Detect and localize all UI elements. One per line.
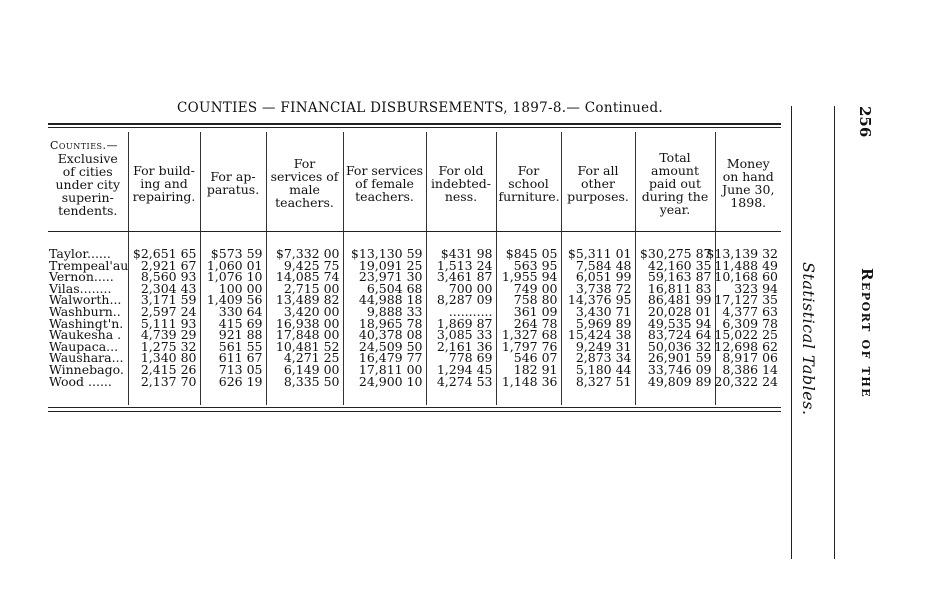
amount-cell xyxy=(426,373,496,389)
amount-value: 611 67 xyxy=(218,350,263,366)
amount-value: 5,111 93 xyxy=(140,315,197,331)
amount-value: 1,294 45 xyxy=(436,361,493,377)
amount-value: 8,386 14 xyxy=(722,361,778,377)
amount-value: 18,965 78 xyxy=(358,315,423,331)
table-bottom-rule-thin xyxy=(48,411,781,412)
amount-value: 42,160 35 xyxy=(647,257,712,273)
amount-value: $573 59 xyxy=(210,246,263,261)
county-name: Vernon..... xyxy=(49,269,114,285)
amount-value: 20,028 01 xyxy=(647,303,712,319)
amount-value: 2,597 24 xyxy=(140,303,197,319)
amount-cell xyxy=(561,373,635,389)
amount-value: 17,811 00 xyxy=(358,361,423,377)
amount-value: 2,715 00 xyxy=(283,280,340,296)
amount-value: 44,988 18 xyxy=(358,292,423,308)
margin-rule-right xyxy=(834,106,835,559)
amount-cell xyxy=(496,373,561,389)
amount-value: 1,797 76 xyxy=(501,338,558,354)
county-name: Waupaca... xyxy=(49,338,119,354)
amount-value: 2,873 34 xyxy=(575,350,632,366)
amount-value: 415 69 xyxy=(218,315,263,331)
amount-value: 9,249 31 xyxy=(575,338,632,354)
spacer-cell xyxy=(128,387,200,405)
amount-value: 100 00 xyxy=(218,280,263,296)
column-header xyxy=(343,132,426,234)
header-counties xyxy=(48,132,128,234)
county-name: Vilas........ xyxy=(49,280,112,296)
header-text: For all other purposes. xyxy=(567,162,629,204)
county-name: Washingt'n. xyxy=(49,315,124,331)
amount-value: 626 19 xyxy=(218,373,263,389)
county-name: Walworth... xyxy=(49,292,122,308)
amount-value: 16,938 00 xyxy=(275,315,340,331)
column-header xyxy=(715,132,781,234)
amount-value: 182 91 xyxy=(513,361,558,377)
amount-value: 561 55 xyxy=(218,338,263,354)
amount-value: 24,900 10 xyxy=(358,373,423,389)
amount-value: 5,969 89 xyxy=(575,315,632,331)
header-bottom-rule xyxy=(48,231,781,232)
amount-value: 17,848 00 xyxy=(275,327,340,343)
amount-value: 749 00 xyxy=(513,280,558,296)
amount-value: 713 05 xyxy=(218,361,263,377)
amount-value: 15,424 38 xyxy=(567,327,632,343)
column-header xyxy=(496,132,561,234)
amount-value: 10,168 60 xyxy=(714,269,778,285)
header-top-rule-thin xyxy=(48,127,781,128)
amount-value: 6,504 68 xyxy=(366,280,423,296)
amount-cell xyxy=(635,373,715,389)
county-name: Wood ...... xyxy=(49,373,112,389)
header-top-rule xyxy=(48,123,781,125)
column-header xyxy=(635,132,715,234)
amount-value: 2,137 70 xyxy=(140,373,197,389)
spacer-cell xyxy=(496,387,561,405)
amount-value: 264 78 xyxy=(513,315,558,331)
amount-value: ........... xyxy=(448,303,493,319)
amount-value: 8,327 51 xyxy=(575,373,632,389)
amount-value: 49,535 94 xyxy=(647,315,712,331)
page-title: COUNTIES — FINANCIAL DISBURSEMENTS, 1897-8.— Continued. xyxy=(177,100,663,116)
amount-value: 11,488 49 xyxy=(714,257,778,273)
amount-value: 8,917 06 xyxy=(722,350,778,366)
amount-value: 1,076 10 xyxy=(206,269,263,285)
amount-cell xyxy=(128,373,200,389)
header-text: For school furniture. xyxy=(498,162,560,204)
amount-value: 778 69 xyxy=(448,350,493,366)
column-header xyxy=(200,132,266,234)
amount-value: 23,971 30 xyxy=(358,269,423,285)
amount-value: 33,746 09 xyxy=(647,361,712,377)
amount-value: 4,377 63 xyxy=(722,303,778,319)
running-head: Report of the xyxy=(858,268,876,399)
amount-value: 4,739 29 xyxy=(140,327,197,343)
amount-value: 6,309 78 xyxy=(722,315,778,331)
amount-value: 1,409 56 xyxy=(206,292,263,308)
amount-value: 3,461 87 xyxy=(436,269,493,285)
amount-value: 5,180 44 xyxy=(575,361,632,377)
amount-value: 3,738 72 xyxy=(575,280,632,296)
amount-value: 6,149 00 xyxy=(283,361,340,377)
header-text: For services of female teachers. xyxy=(345,162,424,204)
section-label: Statistical Tables. xyxy=(799,262,818,416)
amount-value: 546 07 xyxy=(513,350,558,366)
spacer-cell xyxy=(343,387,426,405)
amount-value: 16,811 83 xyxy=(647,280,712,296)
header-lead: Counties.— xyxy=(50,139,119,152)
amount-value: 20,322 24 xyxy=(714,373,778,389)
amount-value: 2,304 43 xyxy=(140,280,197,296)
amount-value: 7,584 48 xyxy=(575,257,632,273)
amount-value: 1,327 68 xyxy=(501,327,558,343)
amount-value: $13,139 32 xyxy=(706,246,778,261)
spacer-cell xyxy=(426,387,496,405)
amount-value: $2,651 65 xyxy=(132,246,197,261)
header-text: Exclusive of cities under city superin- tendents. xyxy=(55,151,121,218)
spacer-cell xyxy=(715,387,781,405)
amount-value: 921 88 xyxy=(218,327,263,343)
amount-value: 13,489 82 xyxy=(275,292,340,308)
amount-value: $5,311 01 xyxy=(567,246,632,261)
amount-value: 86,481 99 xyxy=(647,292,712,308)
spacer-cell xyxy=(561,387,635,405)
amount-value: 12,698 62 xyxy=(714,338,778,354)
table-header-row xyxy=(48,132,781,234)
amount-value: 700 00 xyxy=(448,280,493,296)
spacer-cell xyxy=(635,387,715,405)
amount-value: $13,130 59 xyxy=(350,246,423,261)
county-name: Washburn.. xyxy=(49,303,121,319)
amount-value: 2,415 26 xyxy=(140,361,197,377)
amount-value: $7,332 00 xyxy=(275,246,340,261)
amount-value: 1,340 80 xyxy=(140,350,197,366)
amount-value: 14,085 74 xyxy=(275,269,340,285)
amount-value: 17,127 35 xyxy=(714,292,778,308)
header-text: Money on hand June 30, 1898. xyxy=(722,156,775,210)
amount-value: 59,163 87 xyxy=(647,269,712,285)
amount-cell xyxy=(200,373,266,389)
amount-value: 9,888 33 xyxy=(366,303,423,319)
amount-value: 361 09 xyxy=(513,303,558,319)
amount-value: 3,085 33 xyxy=(436,327,493,343)
column-header xyxy=(266,132,343,234)
disbursements-table xyxy=(48,132,781,405)
amount-value: 49,809 89 xyxy=(647,373,712,389)
amount-value: 330 64 xyxy=(218,303,263,319)
amount-value: $845 05 xyxy=(505,246,558,261)
spacer-row xyxy=(48,387,781,405)
column-header xyxy=(561,132,635,234)
column-header xyxy=(128,132,200,234)
amount-value: 1,955 94 xyxy=(501,269,558,285)
amount-value: 8,335 50 xyxy=(283,373,340,389)
margin-rule-left xyxy=(791,106,792,559)
header-text: For services of male teachers. xyxy=(270,156,339,210)
header-text: For build- ing and repairing. xyxy=(132,162,196,204)
column-header xyxy=(426,132,496,234)
amount-value: 2,921 67 xyxy=(140,257,197,273)
amount-value: 9,425 75 xyxy=(283,257,340,273)
table-row xyxy=(48,376,781,388)
amount-value: 6,051 99 xyxy=(575,269,632,285)
county-name: Waukesha . xyxy=(49,327,122,343)
header-text: For ap- paratus. xyxy=(206,169,260,197)
amount-value: 563 95 xyxy=(513,257,558,273)
amount-value: 1,869 87 xyxy=(436,315,493,331)
amount-value: 40,378 08 xyxy=(358,327,423,343)
amount-value: 4,271 25 xyxy=(283,350,340,366)
amount-value: 14,376 95 xyxy=(567,292,632,308)
amount-value: 24,509 50 xyxy=(358,338,423,354)
page-number: 256 xyxy=(856,106,874,138)
amount-value: $431 98 xyxy=(440,246,493,261)
amount-value: 15,022 25 xyxy=(714,327,778,343)
amount-value: 16,479 77 xyxy=(358,350,423,366)
amount-value: 10,481 52 xyxy=(275,338,340,354)
amount-value: $30,275 87 xyxy=(639,246,712,261)
header-text: For old indebted- ness. xyxy=(430,162,492,204)
county-name: Waushara... xyxy=(49,350,124,366)
amount-value: 1,148 36 xyxy=(501,373,558,389)
amount-value: 3,171 59 xyxy=(140,292,197,308)
amount-value: 8,287 09 xyxy=(436,292,493,308)
amount-value: 26,901 59 xyxy=(647,350,712,366)
amount-value: 83,724 64 xyxy=(647,327,712,343)
amount-value: 3,430 71 xyxy=(575,303,632,319)
amount-value: 19,091 25 xyxy=(358,257,423,273)
county-name: Winnebago. xyxy=(49,361,124,377)
amount-cell xyxy=(266,373,343,389)
amount-value: 8,560 93 xyxy=(140,269,197,285)
amount-cell xyxy=(343,373,426,389)
amount-value: 758 80 xyxy=(513,292,558,308)
amount-value: 50,036 32 xyxy=(647,338,712,354)
county-name: Taylor...... xyxy=(49,246,111,261)
spacer-cell xyxy=(48,387,128,405)
amount-value: 1,275 32 xyxy=(140,338,197,354)
amount-value: 3,420 00 xyxy=(283,303,340,319)
amount-value: 1,060 01 xyxy=(206,257,263,273)
county-name: Trempeal'au xyxy=(49,257,129,273)
spacer-cell xyxy=(266,387,343,405)
amount-value: 323 94 xyxy=(734,280,778,296)
table-bottom-rule xyxy=(48,407,781,408)
amount-cell xyxy=(714,373,781,389)
amount-value: 2,161 36 xyxy=(436,338,493,354)
header-text: Total amount paid out during the year. xyxy=(641,149,709,217)
spacer-cell xyxy=(200,387,266,405)
amount-value: 4,274 53 xyxy=(436,373,493,389)
amount-value: 1,513 24 xyxy=(436,257,493,273)
